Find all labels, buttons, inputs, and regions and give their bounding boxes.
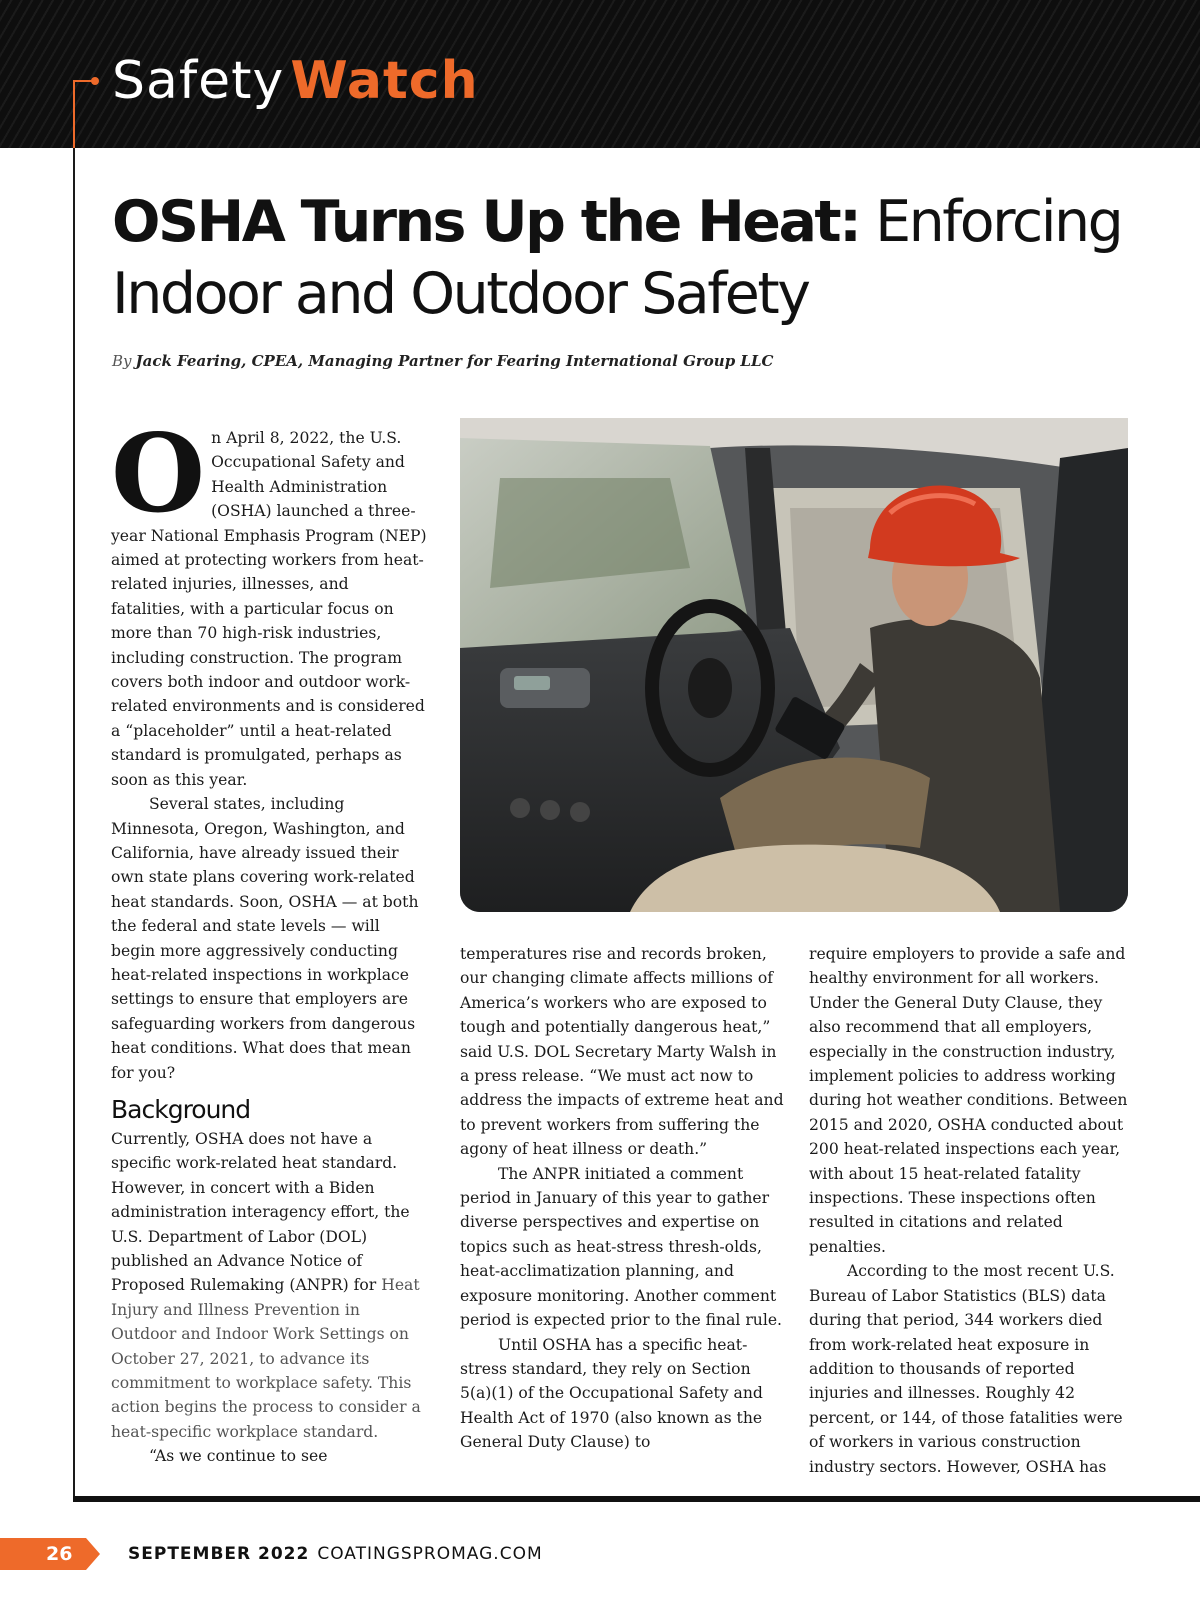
paragraph: According to the most recent U.S. Bureau of Labor Statistics (BLS) data during that period, 344 workers died from work-related heat exposure in addition to thousands of reported injuries and illnesses. Roughly 42 percent, or 144, of those fatalities were of workers in various construction industry sectors. However, OSHA has xyxy=(809,1262,1123,1476)
section-subheading: Background xyxy=(111,1094,251,1124)
paragraph: require employers to provide a safe and healthy environment for all workers. Under the General Duty Clause, they also recommend that all employers, especially in the construction industry, implement policies to address working during hot weather conditions. Between 2015 and 2020, OSHA conducted about 200 heat-related inspections each year, with about 15 heat-related fatality inspections. These inspections often resulted in citations and related penalties. xyxy=(809,945,1128,1256)
byline xyxy=(112,352,773,370)
page-number: 26 xyxy=(46,1543,73,1565)
body-column-2 xyxy=(460,942,784,1455)
body-column-3 xyxy=(809,942,1133,1479)
orange-rule-horizontal xyxy=(73,80,93,82)
article-photo xyxy=(460,418,1128,912)
paragraph: “As we continue to see xyxy=(149,1447,328,1466)
page-rule-horizontal xyxy=(73,1496,1200,1502)
article-title-bold: OSHA Turns Up the Heat: xyxy=(112,189,860,255)
article-title xyxy=(112,186,1172,330)
paragraph xyxy=(111,1127,427,1444)
worker-in-van-illustration xyxy=(460,418,1128,912)
paragraph: The ANPR initiated a comment period in January of this year to gather diverse perspectives and expertise on topics such as heat-stress thresh-olds, heat-acclimatization planning, and exposure monitoring. Another comment period is expected prior to the final rule. xyxy=(460,1164,783,1330)
section-title-word: Safety xyxy=(112,51,285,111)
paragraph: n April 8, 2022, the U.S. Occupational Safety and Health Administration (OSHA) launched a three-year National Emphasis Program (NEP) aimed at protecting workers from heat-related injuries, illnesses, and fatalities, with a particular focus on more than 70 high-risk industries, including construction. The program covers both indoor and outdoor work-related environments and is considered a “placeholder” until a heat-related standard is promulgated, perhaps as soon as this year. xyxy=(111,429,427,789)
section-title-accent-word: Watch xyxy=(290,51,479,111)
drop-cap: O xyxy=(111,411,206,537)
issue-date: SEPTEMBER 2022 xyxy=(128,1544,310,1564)
section-title xyxy=(112,50,479,112)
paragraph: Until OSHA has a specific heat-stress standard, they rely on Section 5(a)(1) of the Occupational Safety and Health Act of 1970 (also known as the General Duty Clause) to xyxy=(460,1335,763,1452)
orange-rule-dot xyxy=(91,77,99,85)
paragraph-text-secondary: Heat Injury and Illness Prevention in Outdoor and Indoor Work Settings on October 27, 2021, to advance its commitment to workplace safety. This action begins the process to consider a heat-specific workplace standard. xyxy=(111,1276,421,1441)
section-banner xyxy=(0,0,1200,148)
article-title-rest: Enforcing Indoor and Outdoor Safety xyxy=(112,189,1122,327)
paragraph: temperatures rise and records broken, our changing climate affects millions of America’s workers who are exposed to tough and potentially dangerous heat,” said U.S. DOL Secretary Marty Walsh in a press release. “We must act now to address the impacts of extreme heat and to prevent workers from suffering the agony of heat illness or death.” xyxy=(460,945,784,1159)
body-column-1 xyxy=(111,411,427,1469)
paragraph: Several states, including Minnesota, Oregon, Washington, and California, have already issued their own state plans covering work-related heat standards. Soon, OSHA — at both the federal and state levels — will begin more aggressively conducting heat-related inspections in workplace settings to ensure that employers are safeguarding workers from dangerous heat conditions. What does that mean for you? xyxy=(111,795,419,1082)
footer-issue-line xyxy=(128,1540,543,1568)
byline-prefix: By xyxy=(112,352,132,370)
byline-author: Jack Fearing, CPEA, Managing Partner for Fearing International Group LLC xyxy=(135,352,774,370)
website-link[interactable]: COATINGSPROMAG.COM xyxy=(317,1544,543,1564)
paragraph-text: Currently, OSHA does not have a specific work-related heat standard. However, in concert with a Biden administration interagency effort, the U.S. Department of Labor (DOL) published an Advance Notice of Proposed Rulemaking (ANPR) for xyxy=(111,1129,410,1295)
page-rule-vertical xyxy=(73,148,75,1502)
orange-rule-vertical xyxy=(73,80,75,148)
